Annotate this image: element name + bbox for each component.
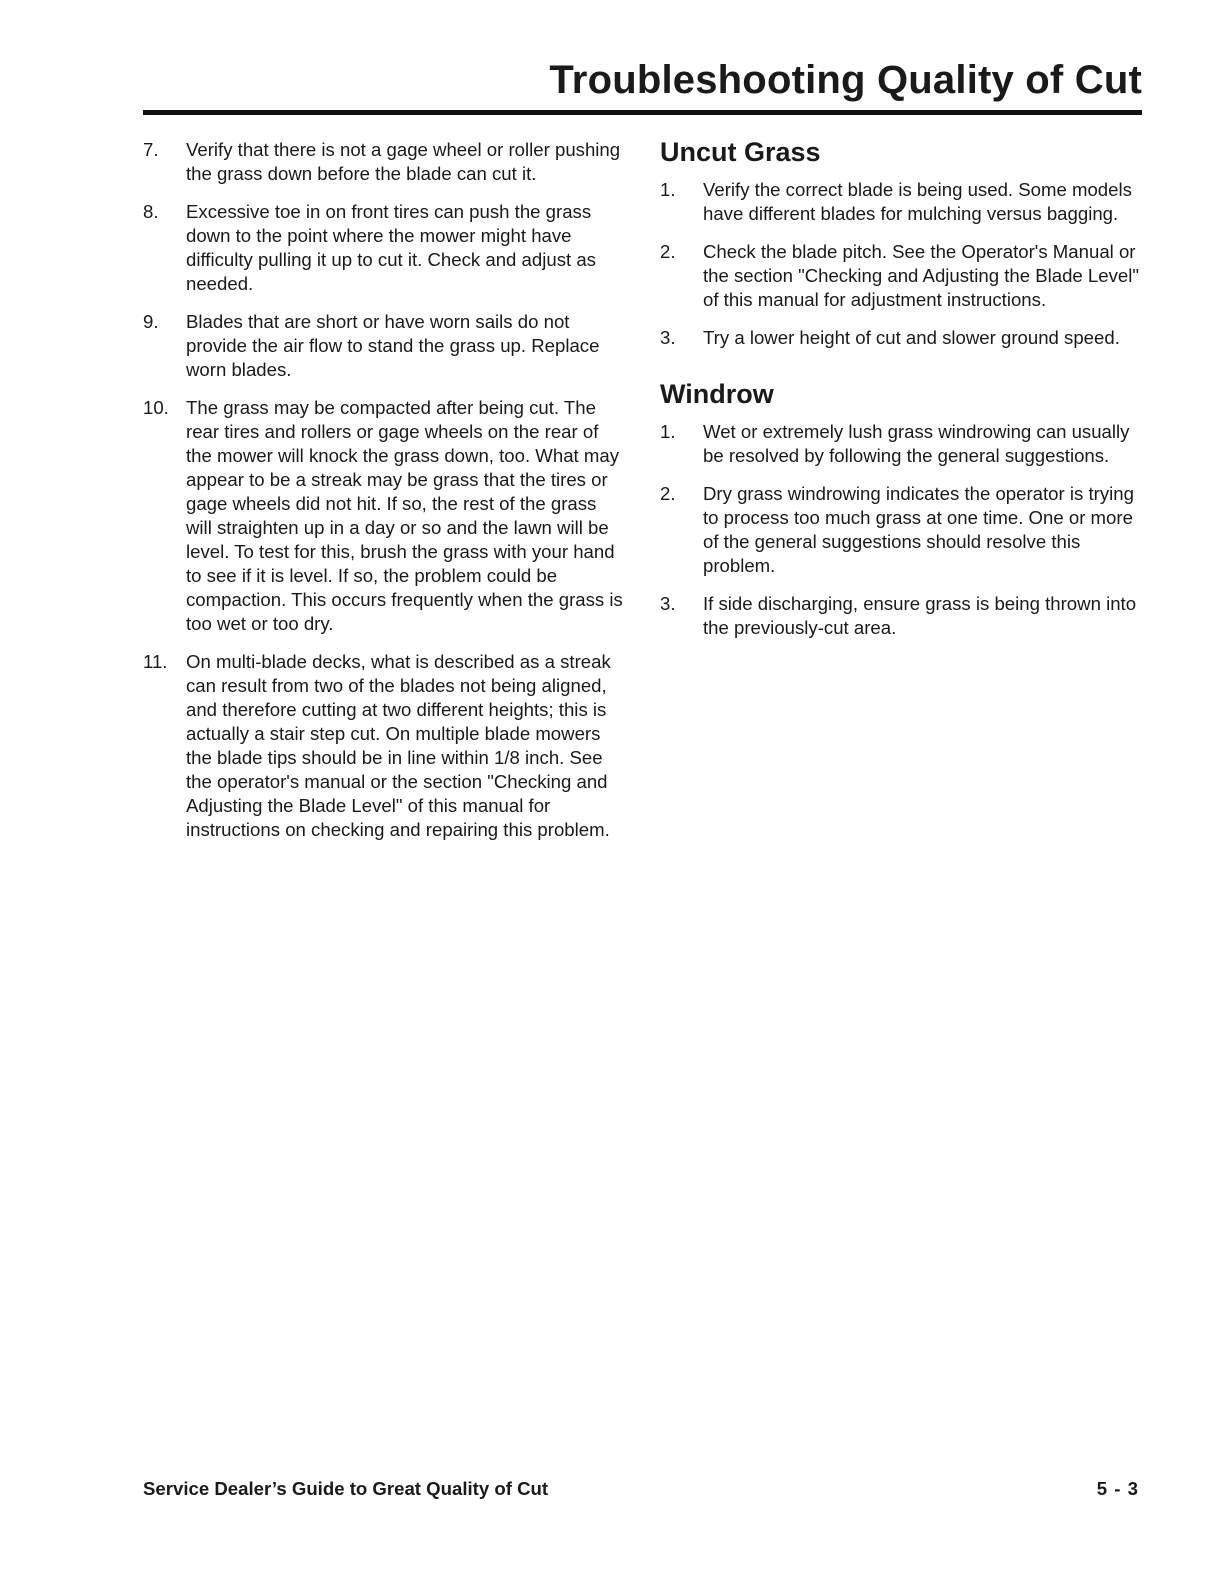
list-item [143, 200, 623, 296]
item-number: 3. [660, 593, 676, 614]
list-item [660, 592, 1142, 640]
item-text: Dry grass windrowing indicates the operator is trying to process too much grass at one time. One or more of the general suggestions should resolve this problem. [703, 483, 1134, 576]
page-title: Troubleshooting Quality of Cut [549, 58, 1142, 102]
list-item [143, 396, 623, 636]
item-text: Verify that there is not a gage wheel or roller pushing the grass down before the blade can cut it. [186, 139, 621, 184]
windrow-list [660, 420, 1142, 640]
item-number: 10. [143, 397, 169, 418]
item-number: 2. [660, 483, 676, 504]
uncut-grass-list [660, 178, 1142, 350]
list-item [660, 178, 1142, 226]
list-item [143, 650, 623, 842]
list-item [660, 420, 1142, 468]
item-text: On multi-blade decks, what is described as a streak can result from two of the blades not being aligned, and therefore cutting at two different heights; this is actually a stair step cut. On multiple blade mowers the blade tips should be in line within 1/8 inch. See the operator's manual or the section "Checking and Adjusting the Blade Level" of this manual for instructions on checking and repairing this problem. [186, 651, 611, 840]
footer-page-number: 5 - 3 [1096, 1478, 1139, 1499]
item-text: Wet or extremely lush grass windrowing can usually be resolved by following the general suggestions. [703, 421, 1130, 466]
item-number: 8. [143, 201, 159, 222]
item-number: 9. [143, 311, 159, 332]
list-item [660, 240, 1142, 312]
left-column [143, 138, 623, 856]
item-number: 1. [660, 179, 676, 200]
windrow-heading: Windrow [660, 379, 774, 409]
item-number: 11. [143, 651, 168, 672]
list-item [143, 310, 623, 382]
item-number: 3. [660, 327, 676, 348]
item-text: Blades that are short or have worn sails do not provide the air flow to stand the grass up. Replace worn blades. [186, 311, 600, 380]
item-text: Check the blade pitch. See the Operator's Manual or the section "Checking and Adjusting the Blade Level" of this manual for adjustment instructions. [703, 241, 1139, 310]
list-item [143, 138, 623, 186]
title-rule [143, 110, 1142, 115]
right-column [660, 136, 1142, 654]
item-number: 1. [660, 421, 676, 442]
item-text: Try a lower height of cut and slower ground speed. [703, 327, 1120, 348]
item-number: 2. [660, 241, 676, 262]
item-text: Verify the correct blade is being used. Some models have different blades for mulching versus bagging. [703, 179, 1132, 224]
footer-guide-title: Service Dealer’s Guide to Great Quality of Cut [143, 1478, 549, 1499]
uncut-grass-heading: Uncut Grass [660, 137, 821, 167]
item-text: The grass may be compacted after being cut. The rear tires and rollers or gage wheels on the rear of the mower will knock the grass down, too. What may appear to be a streak may be grass that the tires or gage wheels did not hit. If so, the rest of the grass will straighten up in a day or so and the lawn will be level. To test for this, brush the grass with your hand to see if it is level. If so, the problem could be compaction. This occurs frequently when the grass is too wet or too dry. [186, 397, 623, 634]
item-number: 7. [143, 139, 159, 160]
left-numbered-list [143, 138, 623, 842]
list-item [660, 326, 1142, 350]
item-text: If side discharging, ensure grass is being thrown into the previously-cut area. [703, 593, 1137, 638]
item-text: Excessive toe in on front tires can push the grass down to the point where the mower might have difficulty pulling it up to cut it. Check and adjust as needed. [186, 201, 596, 294]
list-item [660, 482, 1142, 578]
